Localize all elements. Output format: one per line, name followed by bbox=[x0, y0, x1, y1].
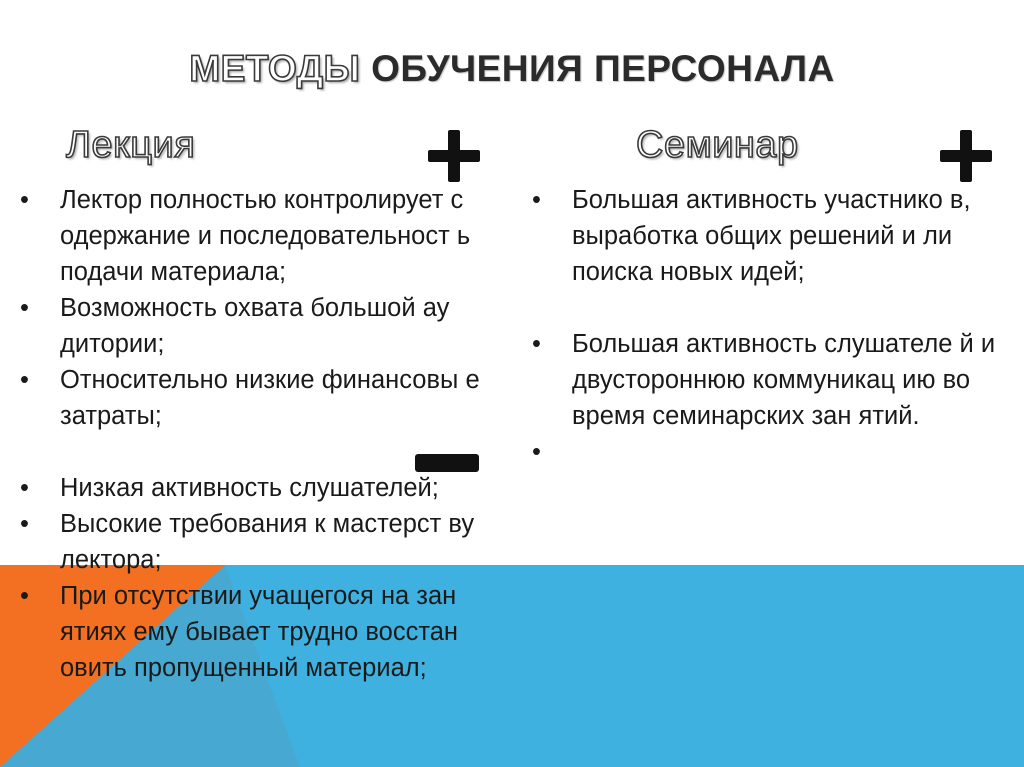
list-item-text: Относительно низкие финансовы е затраты; bbox=[60, 366, 480, 430]
bullet: • bbox=[20, 186, 29, 214]
bullet: • bbox=[20, 510, 29, 538]
list-item-text: Возможность охвата большой ау дитории; bbox=[60, 294, 450, 358]
list-item bbox=[20, 362, 520, 434]
plus-icon bbox=[426, 128, 482, 184]
list-item bbox=[20, 182, 520, 290]
bullet: • bbox=[20, 366, 29, 394]
list-item-text: Низкая активность слушателей; bbox=[60, 474, 439, 502]
list-item bbox=[20, 506, 520, 578]
heading-lecture: Лекция bbox=[66, 124, 196, 166]
title-part-2: ОБУЧЕНИЯ ПЕРСОНАЛА bbox=[371, 48, 835, 89]
bullet: • bbox=[20, 474, 29, 502]
list-item bbox=[20, 470, 520, 506]
list-item-text: Высокие требования к мастерст ву лектора; bbox=[60, 510, 475, 574]
list-item bbox=[20, 290, 520, 362]
title-part-1: МЕТОДЫ bbox=[189, 48, 361, 89]
list-item bbox=[532, 326, 1022, 434]
bullet: • bbox=[532, 438, 541, 466]
list-spacer bbox=[20, 434, 520, 470]
list-item-text: Большая активность участнико в, выработка общих решений и ли поиска новых идей; bbox=[572, 186, 971, 286]
list-item bbox=[532, 182, 1022, 290]
list-item-text: При отсутствии учащегося на зан ятиях ему бывает трудно восстан овить пропущенный материал; bbox=[60, 582, 458, 682]
list-spacer bbox=[532, 290, 1022, 326]
list-item-text: Большая активность слушателе й и двустороннюю коммуникац ию во время семинарских зан ятий. bbox=[572, 330, 996, 430]
plus-icon bbox=[938, 128, 994, 184]
bullet: • bbox=[20, 294, 29, 322]
bullet: • bbox=[532, 330, 541, 358]
bullet: • bbox=[20, 582, 29, 610]
seminar-list bbox=[532, 182, 1022, 466]
lecture-list bbox=[20, 182, 520, 686]
heading-seminar: Семинар bbox=[636, 124, 799, 166]
list-item bbox=[20, 578, 520, 686]
list-item-text: Лектор полностью контролирует с одержание и последовательност ь подачи материала; bbox=[60, 186, 471, 286]
slide-title bbox=[0, 48, 1024, 90]
bullet: • bbox=[532, 186, 541, 214]
